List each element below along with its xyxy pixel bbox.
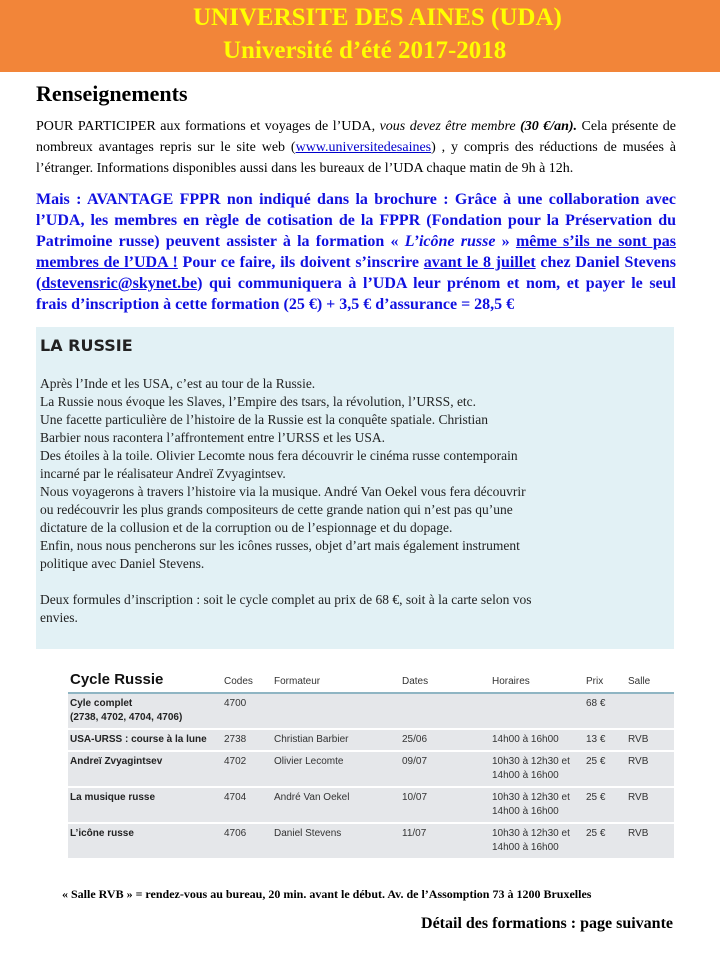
table-row xyxy=(68,787,674,823)
intro-paragraph xyxy=(36,116,676,179)
column-header: Prix xyxy=(584,669,626,693)
table-cell: 10/07 xyxy=(400,787,490,823)
table-cell: 4702 xyxy=(222,751,272,787)
table-cell: 25/06 xyxy=(400,729,490,751)
text: vous devez être membre xyxy=(379,119,521,134)
table-cell: 4704 xyxy=(222,787,272,823)
text: même s’ils ne sont pas membres de l’UDA ! xyxy=(36,233,677,271)
table-cell: 10h30 à 12h30 et 14h00 à 16h00 xyxy=(490,787,584,823)
text: POUR PARTICIPER aux formations et voyages de l’UDA, xyxy=(36,119,380,134)
table-cell: 4700 xyxy=(222,693,272,729)
russie-text xyxy=(40,375,670,573)
table-cell: Cyle complet (2738, 4702, 4704, 4706) xyxy=(68,693,222,729)
table-cell xyxy=(400,693,490,729)
page-content xyxy=(0,80,720,954)
table-cell: Andreï Zvyagintsev xyxy=(68,751,222,787)
schedule-table xyxy=(68,669,674,860)
table-cell xyxy=(272,693,400,729)
text-line: politique avec Daniel Stevens. xyxy=(40,556,205,571)
text: » xyxy=(495,233,516,250)
table-cell: Daniel Stevens xyxy=(272,823,400,859)
text: Cela présente de nombreux avantages repris sur le site web ( xyxy=(36,119,676,155)
header-banner xyxy=(0,0,720,72)
table-cell: 25 € xyxy=(584,823,626,859)
table-cell: L’icône russe xyxy=(68,823,222,859)
text-line: Après l’Inde et les USA, c’est au tour de la Russie. xyxy=(40,376,316,391)
text-line: ou redécouvrir les plus grands compositeurs de cette grande nation qui n’est pas qu’une xyxy=(40,502,513,517)
text-line: La Russie nous évoque les Slaves, l’Empire des tsars, la révolution, l’URSS, etc. xyxy=(40,394,477,409)
header-subtitle: Université d’été 2017-2018 xyxy=(223,37,507,64)
section-title: Renseignements xyxy=(36,81,188,106)
text-line: Barbier nous racontera l’affrontement entre l’URSS et les USA. xyxy=(40,430,386,445)
table-cell: 09/07 xyxy=(400,751,490,787)
column-header: Codes xyxy=(222,669,272,693)
table-header-row xyxy=(68,669,674,693)
table-cell: Christian Barbier xyxy=(272,729,400,751)
text-line: Enfin, nous nous pencherons sur les icônes russes, objet d’art mais également instrument xyxy=(40,538,520,553)
text: ) , y compris des réductions de musées à l’étranger. Informations disponibles aussi dans les bureaux de l’UDA chaque matin de 9h à 12h. xyxy=(36,140,676,176)
table-row xyxy=(68,729,674,751)
text: chez Daniel Stevens ( xyxy=(36,254,677,292)
table-row xyxy=(68,823,674,859)
table-cell: RVB xyxy=(626,729,674,751)
column-header: Horaires xyxy=(490,669,584,693)
table-cell: 10h30 à 12h30 et 14h00 à 16h00 xyxy=(490,823,584,859)
table-row xyxy=(68,693,674,729)
text-line: envies. xyxy=(40,610,78,625)
table-cell: RVB xyxy=(626,751,674,787)
text-line: Nous voyagerons à travers l’histoire via la musique. André Van Oekel vous fera découvrir xyxy=(40,484,526,499)
text: (30 €/an). xyxy=(520,119,578,134)
column-header: Formateur xyxy=(272,669,400,693)
text-line: Deux formules d’inscription : soit le cycle complet au prix de 68 €, soit à la carte selon vos xyxy=(40,592,532,607)
text: ) qui communiquera à l’UDA leur prénom et nom, et payer le seul frais d’inscription à cette formation (25 €) + 3,5 € d’assurance = 28,5 € xyxy=(36,275,676,313)
table-cell: 10h30 à 12h30 et 14h00 à 16h00 xyxy=(490,751,584,787)
column-header: Salle xyxy=(626,669,674,693)
header-title: UNIVERSITE DES AINES (UDA) xyxy=(193,4,562,31)
table-cell: 25 € xyxy=(584,751,626,787)
table-cell: RVB xyxy=(626,823,674,859)
email-link[interactable]: dstevensric@skynet.be xyxy=(41,275,198,292)
table-cell: 13 € xyxy=(584,729,626,751)
column-header: Dates xyxy=(400,669,490,693)
text-line: dictature de la collusion et de la corruption ou de l’espionnage et du dopage. xyxy=(40,520,453,535)
table-cell: 11/07 xyxy=(400,823,490,859)
table-cell: 25 € xyxy=(584,787,626,823)
table-cell: 68 € xyxy=(584,693,626,729)
text-line: Une facette particulière de l’histoire de la Russie est la conquête spatiale. Christian xyxy=(40,412,488,427)
text: Mais : AVANTAGE FPPR non indiqué dans la brochure : Grâce à une collaboration avec l’UDA, les membres en règle de cotisation de la FPPR (Fondation pour la Préservation du Patrimoine russe) peuvent assister à la formation « xyxy=(36,191,676,250)
deadline: avant le 8 juillet xyxy=(423,254,536,271)
course-name: L’icône russe xyxy=(404,233,496,250)
table-cell: André Van Oekel xyxy=(272,787,400,823)
table-cell: La musique russe xyxy=(68,787,222,823)
table-cell: RVB xyxy=(626,787,674,823)
table-cell: 2738 xyxy=(222,729,272,751)
russie-formulas xyxy=(40,591,670,627)
text-line: incarné par le réalisateur Andreï Zvyagintsev. xyxy=(40,466,286,481)
fppr-paragraph xyxy=(36,189,676,315)
russie-title: LA RUSSIE xyxy=(40,336,133,355)
table-cell: USA-URSS : course à la lune xyxy=(68,729,222,751)
russie-box xyxy=(36,327,674,649)
table-cell: Olivier Lecomte xyxy=(272,751,400,787)
table-cell xyxy=(490,693,584,729)
website-link[interactable]: www.universitedesaines xyxy=(295,140,432,155)
table-cell: 4706 xyxy=(222,823,272,859)
column-header: Cycle Russie xyxy=(68,669,222,693)
next-page-note: Détail des formations : page suivante xyxy=(421,915,673,932)
table-cell xyxy=(626,693,674,729)
text: Pour ce faire, ils doivent s’inscrire xyxy=(177,254,424,271)
text-line: Des étoiles à la toile. Olivier Lecomte nous fera découvrir le cinéma russe contemporain xyxy=(40,448,518,463)
table-row xyxy=(68,751,674,787)
footer-note: « Salle RVB » = rendez-vous au bureau, 20 min. avant le début. Av. de l’Assomption 73 à 1200 Bruxelles xyxy=(62,887,592,901)
table-cell: 14h00 à 16h00 xyxy=(490,729,584,751)
